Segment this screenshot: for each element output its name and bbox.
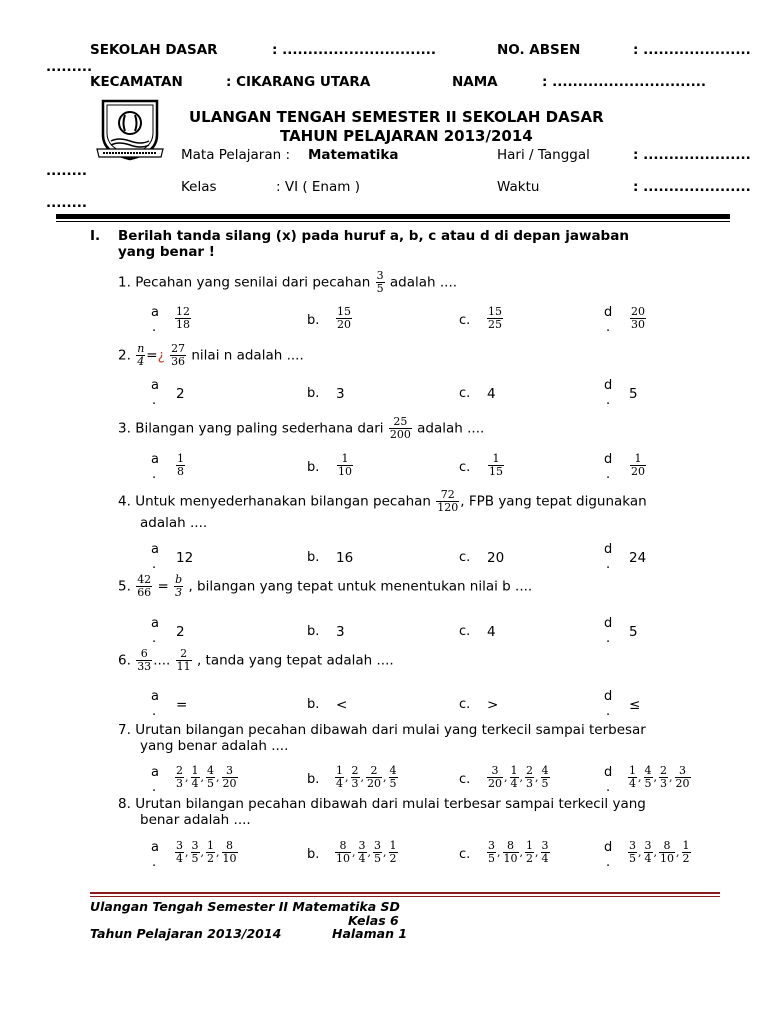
option-b-letter[interactable]: b.: [307, 386, 320, 401]
hari-value-wrap: ........: [46, 163, 88, 179]
option-b-value[interactable]: $\frac{8}{10}$ , $\frac{3}{4}$ , $\frac{3}{5}$ , $\frac{1}{2}$: [336, 839, 397, 865]
option-a-letter[interactable]: a: [151, 616, 159, 631]
option-a-letter[interactable]: a: [151, 542, 159, 557]
fraction: $\frac{25}{200}$: [389, 415, 411, 441]
option-b-value[interactable]: $\frac{1}{10}$: [338, 452, 352, 478]
option-c-letter[interactable]: c.: [459, 313, 471, 328]
option-b-letter[interactable]: b.: [307, 460, 320, 475]
question-4: [118, 489, 647, 514]
option-a-value[interactable]: $\frac{3}{4}$ , $\frac{3}{5}$ , $\frac{1}{2}$ , $\frac{8}{10}$: [176, 839, 237, 865]
question-8: [118, 796, 646, 812]
question-number: 5.: [118, 578, 131, 595]
option-a-value[interactable]: =: [176, 697, 188, 713]
question-5: 5. $\frac{42}{66}$ = $\frac{b}{3}$ , bilangan yang tepat untuk menentukan nilai b ....: [118, 573, 533, 599]
question-text-end: adalah ....: [389, 274, 458, 291]
option-dot: .: [152, 320, 157, 335]
question-4-line2: adalah ....: [140, 515, 208, 531]
question-number: 4.: [118, 493, 131, 510]
fraction: $\frac{3}{5}$: [376, 269, 384, 295]
absen-value-wrap: .........: [46, 59, 93, 75]
footer-line1: Ulangan Tengah Semester II Matematika SD: [90, 899, 400, 914]
question-7: [118, 722, 646, 738]
option-c-value[interactable]: $\frac{3}{20}$ , $\frac{1}{4}$ , $\frac{2}{3}$ , $\frac{4}{5}$: [488, 764, 549, 790]
option-d-value[interactable]: $\frac{3}{5}$ , $\frac{3}{4}$ , $\frac{8}{10}$ , $\frac{1}{2}$: [629, 839, 690, 865]
option-b-letter[interactable]: b.: [307, 697, 320, 712]
math-symbol: ¿: [157, 347, 165, 364]
option-dot: .: [606, 467, 611, 482]
option-a-letter[interactable]: a: [151, 452, 159, 467]
option-b-letter[interactable]: b.: [307, 313, 320, 328]
option-d-value[interactable]: 5: [629, 624, 638, 640]
option-b-value[interactable]: 16: [336, 550, 354, 566]
footer-class: Kelas 6: [348, 913, 399, 928]
question-text-end: , tanda yang tepat adalah ....: [196, 652, 394, 669]
header-divider-thin: [56, 221, 730, 222]
question-text-end: , bilangan yang tepat untuk menentukan nilai b ....: [188, 578, 533, 595]
option-d-letter[interactable]: d: [604, 452, 613, 467]
instruction-line1: Berilah tanda silang (x) pada huruf a, b, c atau d di depan jawaban: [118, 228, 629, 244]
option-dot: .: [606, 704, 611, 719]
option-c-letter[interactable]: c.: [459, 386, 471, 401]
option-a-letter[interactable]: a: [151, 689, 159, 704]
question-7-line2: yang benar adalah ....: [140, 738, 289, 754]
school-label: SEKOLAH DASAR: [90, 42, 218, 58]
question-text-end: , FPB yang tepat digunakan: [460, 493, 647, 510]
option-dot: .: [606, 393, 611, 408]
option-c-value[interactable]: $\frac{15}{25}$: [488, 305, 502, 331]
question-text: Urutan bilangan pecahan dibawah dari mulai yang terkecil sampai terbesar: [135, 722, 646, 738]
question-text: Pecahan yang senilai dari pecahan: [135, 274, 371, 291]
option-a-value[interactable]: 2: [176, 386, 185, 402]
option-a-value[interactable]: 12: [176, 550, 194, 566]
option-c-letter[interactable]: c.: [459, 460, 471, 475]
kecamatan-label: KECAMATAN: [90, 74, 183, 90]
footer-page-number: Halaman 1: [332, 926, 408, 941]
option-b-value[interactable]: <: [336, 697, 348, 713]
question-text-end: nilai n adalah ....: [191, 347, 304, 364]
fraction-lhs: $\frac{6}{33}$: [137, 647, 152, 673]
option-d-letter[interactable]: d: [604, 840, 613, 855]
hari-value: : .....................: [633, 147, 751, 163]
question-number: 6.: [118, 652, 131, 669]
option-dot: .: [152, 467, 157, 482]
header-divider: [56, 214, 730, 219]
exam-title: ULANGAN TENGAH SEMESTER II SEKOLAH DASAR: [189, 108, 604, 126]
option-c-letter[interactable]: c.: [459, 847, 471, 862]
option-dot: .: [606, 780, 611, 795]
nama-label: NAMA: [452, 74, 498, 90]
option-d-value[interactable]: $\frac{1}{4}$ , $\frac{4}{5}$ , $\frac{2}{3}$ , $\frac{3}{20}$: [629, 764, 690, 790]
option-dot: .: [152, 393, 157, 408]
option-c-value[interactable]: 4: [487, 624, 496, 640]
option-d-value[interactable]: 5: [629, 386, 638, 402]
question-number: 7.: [118, 722, 131, 738]
option-a-letter[interactable]: a: [151, 378, 159, 393]
absen-label: NO. ABSEN: [497, 42, 581, 58]
question-number: 8.: [118, 796, 131, 812]
nama-value: : ..............................: [542, 74, 706, 90]
option-dot: .: [152, 855, 157, 870]
option-dot: .: [606, 855, 611, 870]
kelas-label: Kelas: [181, 179, 217, 195]
question-text: Untuk menyederhanakan bilangan pecahan: [135, 493, 431, 510]
option-a-value[interactable]: 2: [176, 624, 185, 640]
option-c-value[interactable]: 4: [487, 386, 496, 402]
footer-divider-thin: [90, 896, 720, 897]
waktu-value-wrap: ........: [46, 195, 88, 211]
option-dot: .: [606, 557, 611, 572]
option-a-value[interactable]: $\frac{1}{8}$: [177, 452, 184, 478]
regency-crest-logo: [95, 97, 165, 163]
exam-year-title: TAHUN PELAJARAN 2013/2014: [280, 127, 533, 145]
option-a-letter[interactable]: a: [151, 840, 159, 855]
option-dot: .: [152, 780, 157, 795]
hari-label: Hari / Tanggal: [497, 147, 590, 163]
option-d-letter[interactable]: d: [604, 378, 613, 393]
waktu-value: : .....................: [633, 179, 751, 195]
option-b-letter[interactable]: b.: [307, 624, 320, 639]
option-b-value[interactable]: 3: [336, 624, 345, 640]
question-number: 3.: [118, 420, 131, 437]
option-b-letter[interactable]: b.: [307, 772, 320, 787]
fraction-rhs: $\frac{2}{11}$: [176, 647, 191, 673]
mapel-label: Mata Pelajaran :: [181, 147, 291, 163]
option-dot: .: [152, 557, 157, 572]
option-c-value[interactable]: $\frac{1}{15}$: [489, 452, 503, 478]
option-c-letter[interactable]: c.: [459, 624, 471, 639]
option-a-letter[interactable]: a: [151, 765, 159, 780]
option-c-value[interactable]: >: [487, 697, 499, 713]
fraction-lhs: $\frac{n}{4}$: [137, 342, 145, 368]
option-d-value[interactable]: 24: [629, 550, 647, 566]
fraction-rhs: $\frac{27}{36}$: [171, 342, 186, 368]
option-d-letter[interactable]: d: [604, 616, 613, 631]
question-text-end: adalah ....: [417, 420, 485, 437]
fraction-lhs: $\frac{42}{66}$: [137, 573, 152, 599]
question-number: 2.: [118, 347, 131, 364]
option-d-value[interactable]: $\frac{20}{30}$: [631, 305, 645, 331]
instruction-line2: yang benar !: [118, 244, 215, 260]
option-b-letter[interactable]: b.: [307, 847, 320, 862]
option-d-letter[interactable]: d: [604, 305, 613, 320]
kecamatan-value: : CIKARANG UTARA: [226, 74, 371, 90]
option-c-value[interactable]: 20: [487, 550, 505, 566]
option-c-letter[interactable]: c.: [459, 550, 471, 565]
option-a-letter[interactable]: a: [151, 305, 159, 320]
option-dot: .: [606, 631, 611, 646]
option-c-letter[interactable]: c.: [459, 772, 471, 787]
option-d-letter[interactable]: d: [604, 542, 613, 557]
fraction-rhs: $\frac{b}{3}$: [175, 573, 183, 599]
option-d-letter[interactable]: d: [604, 765, 613, 780]
fraction: $\frac{72}{120}$: [437, 488, 459, 514]
option-a-value[interactable]: $\frac{2}{3}$ , $\frac{1}{4}$ , $\frac{4}{5}$ , $\frac{3}{20}$: [176, 764, 237, 790]
option-dot: .: [606, 320, 611, 335]
absen-value: : .....................: [633, 42, 751, 58]
question-number: 1.: [118, 274, 131, 291]
option-b-value[interactable]: $\frac{1}{4}$ , $\frac{2}{3}$ , $\frac{2}{20}$ , $\frac{4}{5}$: [336, 764, 397, 790]
option-d-letter[interactable]: d: [604, 689, 613, 704]
question-3: [118, 416, 484, 441]
question-6: 6. $\frac{6}{33}$ .... $\frac{2}{11}$ , tanda yang tepat adalah ....: [118, 647, 394, 673]
footer-divider: [90, 892, 720, 894]
waktu-label: Waktu: [497, 179, 540, 195]
section-number: I.: [90, 228, 101, 244]
question-text: Bilangan yang paling sederhana dari: [135, 420, 384, 437]
option-b-letter[interactable]: b.: [307, 550, 320, 565]
footer-year: Tahun Pelajaran 2013/2014: [90, 926, 282, 941]
option-b-value[interactable]: $\frac{15}{20}$: [337, 305, 351, 331]
option-dot: .: [152, 704, 157, 719]
option-d-value[interactable]: ≤: [629, 697, 641, 713]
option-b-value[interactable]: 3: [336, 386, 345, 402]
option-c-value[interactable]: $\frac{3}{5}$ , $\frac{8}{10}$ , $\frac{1}{2}$ , $\frac{3}{4}$: [488, 839, 549, 865]
question-8-line2: benar adalah ....: [140, 812, 251, 828]
question-text: Urutan bilangan pecahan dibawah dari mulai terbesar sampai terkecil yang: [135, 796, 646, 812]
kelas-value: : VI ( Enam ): [276, 179, 360, 195]
option-d-value[interactable]: $\frac{1}{20}$: [631, 452, 645, 478]
school-value: : ..............................: [272, 42, 436, 58]
question-1: [118, 270, 457, 295]
mapel-value: Matematika: [308, 147, 399, 163]
question-2: 2. $\frac{n}{4}$ =¿ $\frac{27}{36}$ nilai n adalah ....: [118, 342, 304, 368]
option-c-letter[interactable]: c.: [459, 697, 471, 712]
option-dot: .: [152, 631, 157, 646]
option-a-value[interactable]: $\frac{12}{18}$: [176, 305, 190, 331]
